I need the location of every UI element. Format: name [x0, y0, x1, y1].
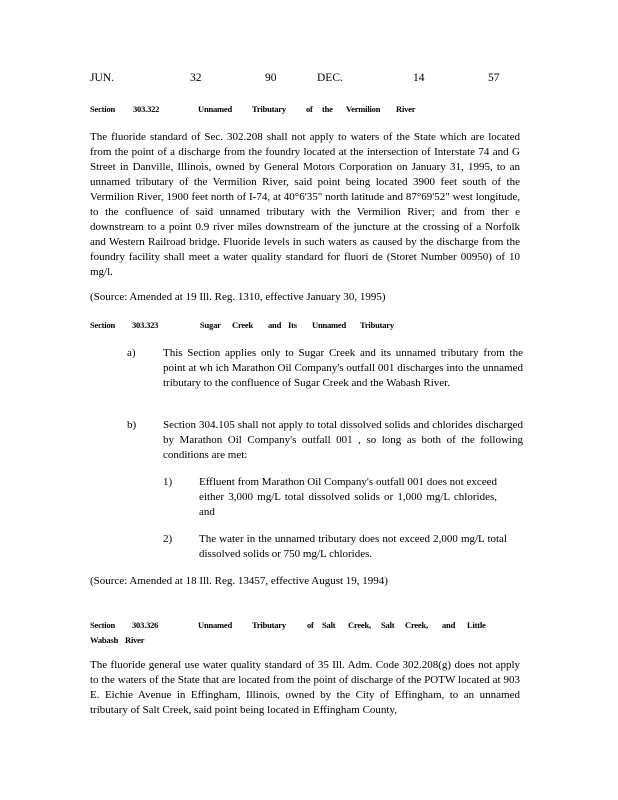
section-322-heading [90, 102, 420, 117]
section-326-heading [90, 618, 490, 648]
heading-word: River [396, 104, 416, 114]
heading-word: Creek [232, 320, 254, 330]
heading-word: Creek, [348, 620, 371, 630]
list-item-b-text: Section 304.105 shall not apply to total dissolved solids and chlorides discharged by Marathon Oil Company's outfall 001 , so long as both of the following conditions are met: [163, 419, 523, 461]
heading-word: Sugar [200, 320, 221, 330]
heading-word: the [322, 104, 333, 114]
list-item-2 [163, 532, 509, 562]
heading-word: and [268, 320, 282, 330]
heading-word: Wabash [90, 635, 119, 645]
heading-word: of [306, 104, 313, 114]
list-marker-2: 2) [163, 533, 173, 545]
heading-word: Little [467, 620, 486, 630]
heading-word: Salt [381, 620, 395, 630]
heading-word: Unnamed [198, 620, 233, 630]
section-322-source-note: (Source: Amended at 19 Ill. Reg. 1310, effective January 30, 1995) [90, 291, 386, 303]
list-marker-b: b) [127, 419, 137, 431]
list-item-1-text: Effluent from Marathon Oil Company's outfall 001 does not exceed either 3,000 mg/L total dissolved solids or 1,000 mg/L chlorides, and [199, 476, 497, 518]
list-item-a-text: This Section applies only to Sugar Creek and its unnamed tributary from the point at wh ich Marathon Oil Company's outfall 001 discharges into the unnamed tributary to the confluence of Sugar Creek and the Wabash River. [163, 347, 523, 389]
heading-word: 303.323 [132, 320, 159, 330]
heading-word: Tributary [252, 104, 286, 114]
heading-word: Section [90, 620, 116, 630]
list-item-a [127, 346, 523, 406]
heading-word: Section [90, 320, 116, 330]
section-323-heading [90, 318, 394, 333]
list-item-b [127, 418, 523, 463]
heading-word: of [307, 620, 314, 630]
section-323-source-note: (Source: Amended at 18 Ill. Reg. 13457, effective August 19, 1994) [90, 575, 388, 587]
heading-word: River [125, 635, 145, 645]
table-cell-value-4: 57 [488, 72, 500, 84]
heading-word: Salt [322, 620, 336, 630]
heading-word: Unnamed [312, 320, 347, 330]
list-item-2-text: The water in the unnamed tributary does not exceed 2,000 mg/L total dissolved solids or 750 mg/L chlorides. [199, 533, 507, 560]
table-cell-month-2: DEC. [317, 72, 343, 84]
heading-word: Creek, [405, 620, 428, 630]
section-322-body: The fluoride standard of Sec. 302.208 shall not apply to waters of the State which are located from the point of a discharge from the foundry located at the intersection of Interstate 74 and G Street in Danville, Illinois, owned by General Motors Corporation on January 31, 1995, to an unnamed tributary of the Vermilion River, said point being located 3900 feet south of the Vermilion River, 1900 feet north of I-74, at 40°6'35" north latitude and 87°69'52" west longitude, to the confluence of said unnamed tributary with the Vermilion River; and from ther e downstream to a point 0.9 river miles downstream of the juncture at the crossing of a Norfolk and Western Railroad bridge. Fluoride levels in such waters as caused by the discharge from the foundry facility shall meet a water quality standard for fluori de (Storet Number 00950) of 10 mg/l. [90, 131, 520, 278]
heading-word: Section [90, 104, 116, 114]
list-marker-1: 1) [163, 476, 173, 488]
heading-word: 303.326 [132, 620, 159, 630]
heading-word: Tributary [252, 620, 286, 630]
table-cell-value-1: 32 [190, 72, 202, 84]
heading-word: Unnamed [198, 104, 233, 114]
table-cell-value-2: 90 [265, 72, 277, 84]
heading-word: Its [288, 320, 297, 330]
table-cell-month-1: JUN. [90, 72, 114, 84]
list-item-1 [163, 475, 499, 520]
heading-word: and [442, 620, 456, 630]
data-table-row [90, 72, 510, 88]
heading-word: 303.322 [133, 104, 160, 114]
table-cell-value-3: 14 [413, 72, 425, 84]
heading-word: Tributary [360, 320, 394, 330]
heading-word: Vermilion [346, 104, 381, 114]
list-marker-a: a) [127, 347, 136, 359]
section-326-body: The fluoride general use water quality standard of 35 Ill. Adm. Code 302.208(g) does not apply to the waters of the State that are located from the point of discharge of the POTW located at 903 E. Eichie Avenue in Effingham, Illinois, owned by the City of Effingham, to an unnamed tributary of Salt Creek, said point being located in Effingham County, [90, 659, 520, 716]
